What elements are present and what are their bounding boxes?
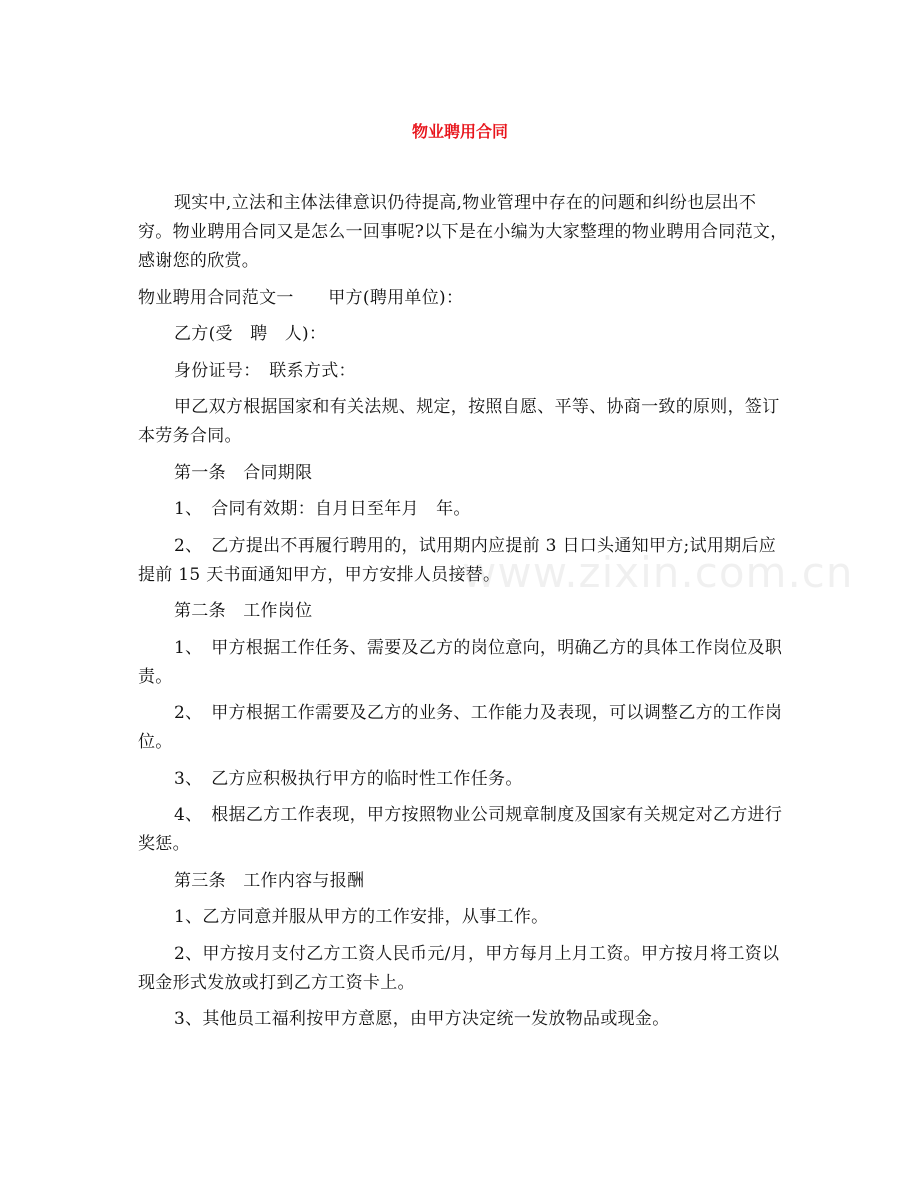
article-3-heading: 第三条 工作内容与报酬 xyxy=(174,870,365,891)
article-2-heading: 第二条 工作岗位 xyxy=(174,601,313,621)
watermark: www.zixin.com.cn xyxy=(462,548,854,597)
article-2-item-4: 4、 根据乙方工作表现，甲方按照物业公司规章制度及国家有关规定对乙方进行奖惩。 xyxy=(138,805,783,854)
article-1-item-1: 1、 合同有效期：自月日至年月 年。 xyxy=(174,499,471,519)
id-contact-line: 身份证号： 联系方式： xyxy=(174,360,356,381)
article-2-item-1: 1、 甲方根据工作任务、需要及乙方的岗位意向，明确乙方的具体工作岗位及职责。 xyxy=(138,637,783,687)
article-1-heading: 第一条 合同期限 xyxy=(174,462,313,483)
document-title: 物业聘用合同 xyxy=(411,122,508,141)
article-2-item-2: 2、 甲方根据工作需要及乙方的业务、工作能力及表现，可以调整乙方的工作岗位。 xyxy=(138,703,783,752)
article-3-item-1: 1、乙方同意并服从甲方的工作安排，从事工作。 xyxy=(174,907,549,927)
article-1-item-2: 2、 乙方提出不再履行聘用的，试用期内应提前 3 日口头通知甲方;试用期后应提前 15 天书面通知甲方，甲方安排人员接替。 xyxy=(138,535,777,585)
article-3-item-2: 2、甲方按月支付乙方工资人民币元/月，甲方每月上月工资。甲方按月将工资以现金形式发放或打到乙方工资卡上。 xyxy=(138,943,780,993)
agreement-paragraph: 甲乙双方根据国家和有关法规、规定，按照自愿、平等、协商一致的原则，签订本劳务合同。 xyxy=(138,397,780,446)
document-body xyxy=(138,189,788,1042)
intro-paragraph: 现实中,立法和主体法律意识仍待提高,物业管理中存在的问题和纠纷也层出不穷。物业聘用合同又是怎么一回事呢?以下是在小编为大家整理的物业聘用合同范文，感谢您的欣赏。 xyxy=(138,193,788,271)
article-3-item-3: 3、其他员工福利按甲方意愿，由甲方决定统一发放物品或现金。 xyxy=(174,1009,670,1029)
party-b-line: 乙方(受 聘 人)： xyxy=(174,324,327,344)
sample-heading-line: 物业聘用合同范文一 甲方(聘用单位)： xyxy=(138,287,464,308)
article-2-item-3: 3、 乙方应积极执行甲方的临时性工作任务。 xyxy=(174,768,523,789)
